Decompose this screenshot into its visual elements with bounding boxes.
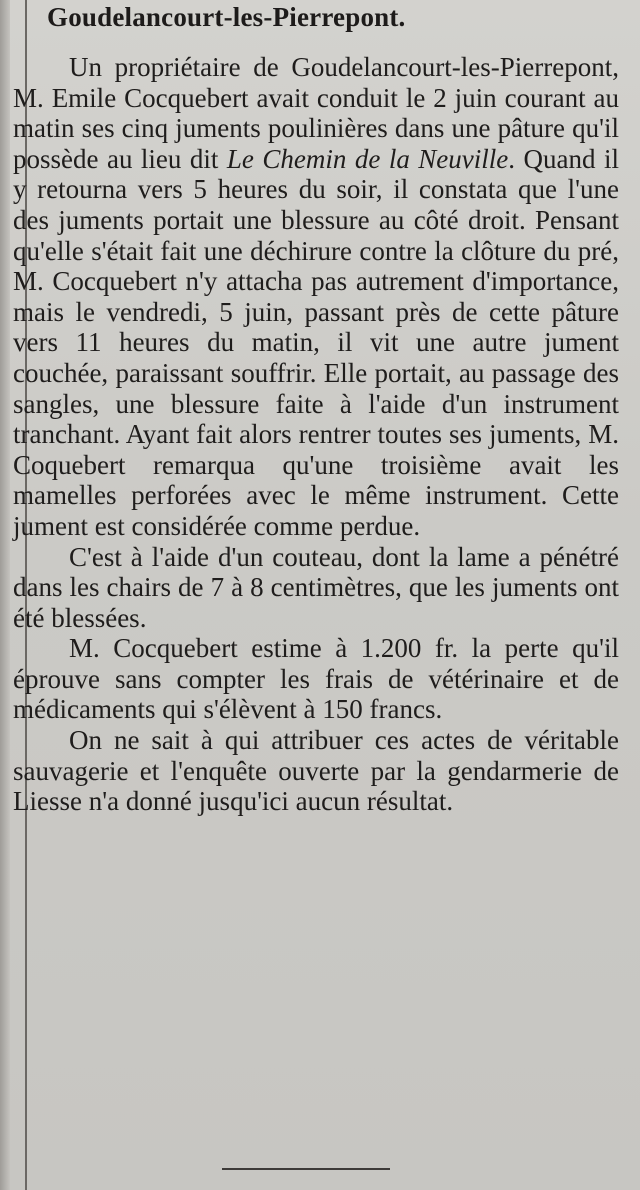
article-paragraph-2: C'est à l'aide d'un couteau, dont la lame a pénétré dans les chairs de 7 à 8 centimètres, que les juments ont été blessées. (13, 541, 619, 633)
article-headline: Goudelancourt-les-Pierrepont. (47, 2, 406, 32)
news-article (13, 0, 619, 817)
end-of-article-rule (222, 1168, 390, 1170)
paragraph-1-text-after: . Quand il y retourna vers 5 heures du soir, il constata que l'une des juments portait une blessure au côté droit. Pensant qu'elle s'était fait une déchirure contre la clôture du pré, M. Cocquebert n'y attacha pas autrement d'importance, mais le vendredi, 5 juin, passant près de cette pâture vers 11 heures du matin, il vit une autre jument couchée, paraissant souffrir. Elle portait, au passage des sangles, une blessure faite à l'aide d'un instrument tranchant. Ayant fait alors rentrer toutes ses juments, M. Coquebert remarqua qu'une troisième avait les mamelles perforées avec le même instrument. Cette jument est considérée comme perdue. (13, 143, 619, 541)
adjacent-column-edge (0, 0, 10, 1190)
paragraph-1-text-before: Un propriétaire de Goudelancourt-les-Pierrepont, M. Emile Cocquebert avait conduit le 2 juin courant au matin ses cinq juments poulinières dans une pâture qu'il possède au lieu dit (13, 52, 619, 174)
article-paragraph-3: M. Cocquebert estime à 1.200 fr. la perte qu'il éprouve sans compter les frais de vétérinaire et de médicaments qui s'élèvent à 150 francs. (13, 633, 619, 725)
place-name: Le Chemin de la Neuville (226, 143, 509, 174)
article-paragraph-4: On ne sait à qui attribuer ces actes de véritable sauvagerie et l'enquête ouverte par la gendarmerie de Liesse n'a donné jusqu'ici aucun résultat. (13, 725, 619, 817)
article-paragraph-1 (13, 52, 619, 542)
